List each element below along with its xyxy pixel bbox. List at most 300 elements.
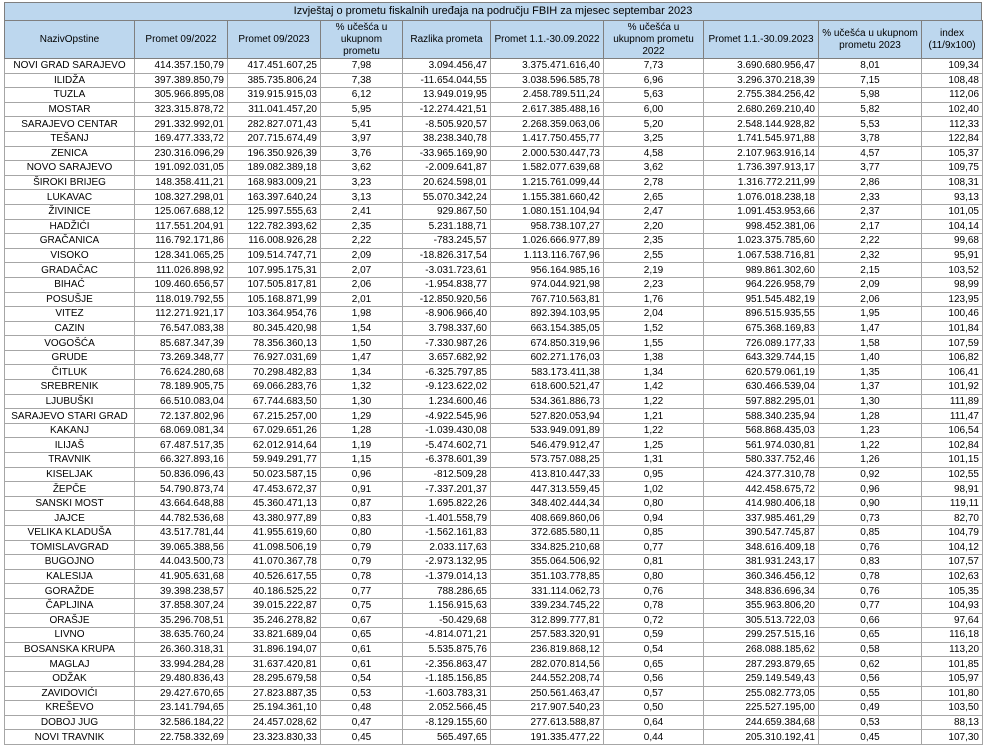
- index-cell: 103,52: [922, 263, 983, 278]
- promet-2022-cell: 68.069.081,34: [135, 423, 228, 438]
- ucesce-2023-cell: 3,78: [819, 131, 922, 146]
- razlika-cell: -12.850.920,56: [403, 292, 491, 307]
- razlika-cell: 929.867,50: [403, 204, 491, 219]
- municipality-cell: KISELJAK: [5, 467, 135, 482]
- ucesce-cell: 0,65: [321, 628, 403, 643]
- promet-ytd-2023-cell: 2.107.963.916,14: [704, 146, 819, 161]
- promet-2023-cell: 80.345.420,98: [228, 321, 321, 336]
- promet-2023-cell: 109.514.747,71: [228, 248, 321, 263]
- ucesce-2022-cell: 2,04: [604, 307, 704, 322]
- ucesce-cell: 3,13: [321, 190, 403, 205]
- promet-2023-cell: 282.827.071,43: [228, 117, 321, 132]
- municipality-cell: GORAŽDE: [5, 584, 135, 599]
- promet-2022-cell: 169.477.333,72: [135, 131, 228, 146]
- ucesce-cell: 0,79: [321, 555, 403, 570]
- municipality-cell: NOVO SARAJEVO: [5, 161, 135, 176]
- report-sheet: [4, 2, 982, 745]
- municipality-cell: NOVI GRAD SARAJEVO: [5, 59, 135, 74]
- table-row: [5, 730, 983, 745]
- municipality-cell: KREŠEVO: [5, 701, 135, 716]
- ucesce-2023-cell: 0,66: [819, 613, 922, 628]
- razlika-cell: -9.123.622,02: [403, 380, 491, 395]
- ucesce-2022-cell: 1,22: [604, 394, 704, 409]
- razlika-cell: -2.009.641,87: [403, 161, 491, 176]
- ucesce-cell: 1,15: [321, 453, 403, 468]
- ucesce-cell: 0,79: [321, 540, 403, 555]
- ucesce-2022-cell: 6,00: [604, 102, 704, 117]
- index-cell: 108,48: [922, 73, 983, 88]
- promet-ytd-2023-cell: 1.091.453.953,66: [704, 204, 819, 219]
- razlika-cell: -12.274.421,51: [403, 102, 491, 117]
- promet-ytd-2022-cell: 217.907.540,23: [491, 701, 604, 716]
- promet-2022-cell: 125.067.688,12: [135, 204, 228, 219]
- header-row: [5, 21, 983, 59]
- promet-2023-cell: 41.098.506,19: [228, 540, 321, 555]
- table-row: [5, 277, 983, 292]
- ucesce-2023-cell: 0,56: [819, 671, 922, 686]
- index-cell: 106,54: [922, 423, 983, 438]
- table-row: [5, 394, 983, 409]
- municipality-cell: ČITLUK: [5, 365, 135, 380]
- ucesce-2023-cell: 0,77: [819, 598, 922, 613]
- ucesce-cell: 1,47: [321, 350, 403, 365]
- ucesce-2022-cell: 1,76: [604, 292, 704, 307]
- razlika-cell: 3.094.456,47: [403, 59, 491, 74]
- promet-ytd-2023-cell: 998.452.381,06: [704, 219, 819, 234]
- municipality-cell: GRAČANICA: [5, 234, 135, 249]
- municipality-cell: ILIJAŠ: [5, 438, 135, 453]
- table-row: [5, 642, 983, 657]
- promet-ytd-2023-cell: 896.515.935,55: [704, 307, 819, 322]
- promet-2022-cell: 148.358.411,21: [135, 175, 228, 190]
- ucesce-cell: 1,34: [321, 365, 403, 380]
- table-row: [5, 73, 983, 88]
- table-row: [5, 569, 983, 584]
- ucesce-cell: 0,91: [321, 482, 403, 497]
- ucesce-cell: 0,83: [321, 511, 403, 526]
- promet-ytd-2022-cell: 974.044.921,98: [491, 277, 604, 292]
- index-cell: 101,15: [922, 453, 983, 468]
- index-cell: 97,64: [922, 613, 983, 628]
- ucesce-2022-cell: 2,78: [604, 175, 704, 190]
- municipality-cell: HADŽIĆI: [5, 219, 135, 234]
- municipality-cell: GRADAČAC: [5, 263, 135, 278]
- promet-ytd-2023-cell: 259.149.549,43: [704, 671, 819, 686]
- index-cell: 106,82: [922, 350, 983, 365]
- promet-2022-cell: 118.019.792,55: [135, 292, 228, 307]
- razlika-cell: 3.798.337,60: [403, 321, 491, 336]
- ucesce-2023-cell: 2,15: [819, 263, 922, 278]
- ucesce-2022-cell: 1,55: [604, 336, 704, 351]
- ucesce-2022-cell: 0,72: [604, 613, 704, 628]
- promet-ytd-2023-cell: 951.545.482,19: [704, 292, 819, 307]
- promet-2023-cell: 67.215.257,00: [228, 409, 321, 424]
- promet-2023-cell: 107.995.175,31: [228, 263, 321, 278]
- ucesce-2022-cell: 1,52: [604, 321, 704, 336]
- promet-ytd-2023-cell: 989.861.302,60: [704, 263, 819, 278]
- index-cell: 106,41: [922, 365, 983, 380]
- table-row: [5, 686, 983, 701]
- index-cell: 88,13: [922, 715, 983, 730]
- promet-2022-cell: 35.296.708,51: [135, 613, 228, 628]
- promet-ytd-2023-cell: 588.340.235,94: [704, 409, 819, 424]
- razlika-cell: -8.505.920,57: [403, 117, 491, 132]
- promet-ytd-2022-cell: 663.154.385,05: [491, 321, 604, 336]
- ucesce-2022-cell: 0,76: [604, 584, 704, 599]
- ucesce-2022-cell: 0,56: [604, 671, 704, 686]
- municipality-cell: ČAPLJINA: [5, 598, 135, 613]
- ucesce-2023-cell: 4,57: [819, 146, 922, 161]
- municipality-cell: JAJCE: [5, 511, 135, 526]
- promet-ytd-2023-cell: 205.310.192,41: [704, 730, 819, 745]
- ucesce-cell: 3,23: [321, 175, 403, 190]
- index-cell: 103,50: [922, 701, 983, 716]
- ucesce-2022-cell: 2,47: [604, 204, 704, 219]
- ucesce-cell: 2,06: [321, 277, 403, 292]
- index-cell: 101,80: [922, 686, 983, 701]
- promet-ytd-2022-cell: 1.215.761.099,44: [491, 175, 604, 190]
- promet-ytd-2022-cell: 191.335.477,22: [491, 730, 604, 745]
- razlika-cell: 788.286,65: [403, 584, 491, 599]
- index-cell: 105,35: [922, 584, 983, 599]
- index-cell: 113,20: [922, 642, 983, 657]
- promet-2022-cell: 73.269.348,77: [135, 350, 228, 365]
- promet-2023-cell: 50.023.587,15: [228, 467, 321, 482]
- col-header-razlika: Razlika prometa: [403, 21, 491, 59]
- index-cell: 105,37: [922, 146, 983, 161]
- razlika-cell: -812.509,28: [403, 467, 491, 482]
- ucesce-2023-cell: 2,17: [819, 219, 922, 234]
- ucesce-cell: 0,80: [321, 526, 403, 541]
- municipality-cell: TRAVNIK: [5, 453, 135, 468]
- promet-ytd-2022-cell: 3.375.471.616,40: [491, 59, 604, 74]
- promet-2022-cell: 85.687.347,39: [135, 336, 228, 351]
- promet-ytd-2022-cell: 618.600.521,47: [491, 380, 604, 395]
- table-row: [5, 380, 983, 395]
- promet-ytd-2023-cell: 348.836.696,34: [704, 584, 819, 599]
- index-cell: 101,92: [922, 380, 983, 395]
- table-row: [5, 88, 983, 103]
- municipality-cell: TOMISLAVGRAD: [5, 540, 135, 555]
- municipality-cell: MAGLAJ: [5, 657, 135, 672]
- table-row: [5, 219, 983, 234]
- promet-ytd-2022-cell: 583.173.411,38: [491, 365, 604, 380]
- ucesce-2023-cell: 5,53: [819, 117, 922, 132]
- razlika-cell: -1.562.161,83: [403, 526, 491, 541]
- promet-ytd-2023-cell: 2.755.384.256,42: [704, 88, 819, 103]
- ucesce-2022-cell: 0,81: [604, 555, 704, 570]
- razlika-cell: 20.624.598,01: [403, 175, 491, 190]
- promet-ytd-2023-cell: 630.466.539,04: [704, 380, 819, 395]
- table-row: [5, 131, 983, 146]
- municipality-cell: ILIDŽA: [5, 73, 135, 88]
- table-row: [5, 453, 983, 468]
- promet-2022-cell: 43.517.781,44: [135, 526, 228, 541]
- promet-2023-cell: 28.295.679,58: [228, 671, 321, 686]
- index-cell: 95,91: [922, 248, 983, 263]
- ucesce-cell: 0,75: [321, 598, 403, 613]
- ucesce-2022-cell: 1,21: [604, 409, 704, 424]
- ucesce-2022-cell: 0,85: [604, 526, 704, 541]
- promet-ytd-2023-cell: 244.659.384,68: [704, 715, 819, 730]
- promet-2023-cell: 41.070.367,78: [228, 555, 321, 570]
- ucesce-cell: 0,78: [321, 569, 403, 584]
- ucesce-2023-cell: 0,90: [819, 496, 922, 511]
- index-cell: 112,33: [922, 117, 983, 132]
- ucesce-cell: 3,76: [321, 146, 403, 161]
- col-header-naziv-opstine: NazivOpstine: [5, 21, 135, 59]
- promet-2022-cell: 33.994.284,28: [135, 657, 228, 672]
- razlika-cell: 565.497,65: [403, 730, 491, 745]
- ucesce-cell: 1,32: [321, 380, 403, 395]
- promet-2022-cell: 54.790.873,74: [135, 482, 228, 497]
- table-row: [5, 671, 983, 686]
- municipality-cell: BOSANSKA KRUPA: [5, 642, 135, 657]
- promet-2023-cell: 103.364.954,76: [228, 307, 321, 322]
- promet-2023-cell: 24.457.028,62: [228, 715, 321, 730]
- promet-2022-cell: 128.341.065,25: [135, 248, 228, 263]
- razlika-cell: -1.401.558,79: [403, 511, 491, 526]
- index-cell: 109,34: [922, 59, 983, 74]
- table-row: [5, 409, 983, 424]
- promet-ytd-2022-cell: 533.949.091,89: [491, 423, 604, 438]
- promet-ytd-2022-cell: 767.710.563,81: [491, 292, 604, 307]
- ucesce-cell: 0,53: [321, 686, 403, 701]
- municipality-cell: CAZIN: [5, 321, 135, 336]
- promet-2022-cell: 26.360.318,31: [135, 642, 228, 657]
- ucesce-2023-cell: 0,49: [819, 701, 922, 716]
- promet-ytd-2023-cell: 299.257.515,16: [704, 628, 819, 643]
- promet-2023-cell: 69.066.283,76: [228, 380, 321, 395]
- ucesce-cell: 2,09: [321, 248, 403, 263]
- promet-ytd-2022-cell: 1.582.077.639,68: [491, 161, 604, 176]
- report-table: [4, 20, 983, 745]
- razlika-cell: 13.949.019,95: [403, 88, 491, 103]
- ucesce-2022-cell: 2,20: [604, 219, 704, 234]
- promet-2023-cell: 31.637.420,81: [228, 657, 321, 672]
- col-header-ucesce-2022: % učešća u ukupnom prometu 2022: [604, 21, 704, 59]
- promet-ytd-2022-cell: 355.064.506,92: [491, 555, 604, 570]
- promet-ytd-2023-cell: 1.067.538.716,81: [704, 248, 819, 263]
- index-cell: 100,46: [922, 307, 983, 322]
- promet-ytd-2022-cell: 277.613.588,87: [491, 715, 604, 730]
- municipality-cell: DOBOJ JUG: [5, 715, 135, 730]
- municipality-cell: POSUŠJE: [5, 292, 135, 307]
- promet-2023-cell: 59.949.291,77: [228, 453, 321, 468]
- municipality-cell: BUGOJNO: [5, 555, 135, 570]
- promet-ytd-2023-cell: 675.368.169,83: [704, 321, 819, 336]
- ucesce-2023-cell: 2,37: [819, 204, 922, 219]
- ucesce-cell: 3,62: [321, 161, 403, 176]
- ucesce-2022-cell: 2,65: [604, 190, 704, 205]
- table-row: [5, 175, 983, 190]
- promet-ytd-2022-cell: 312.899.777,81: [491, 613, 604, 628]
- ucesce-2023-cell: 2,33: [819, 190, 922, 205]
- ucesce-cell: 3,97: [321, 131, 403, 146]
- promet-ytd-2022-cell: 351.103.778,85: [491, 569, 604, 584]
- ucesce-cell: 5,95: [321, 102, 403, 117]
- promet-ytd-2022-cell: 573.757.088,25: [491, 453, 604, 468]
- ucesce-2022-cell: 1,38: [604, 350, 704, 365]
- ucesce-2022-cell: 1,22: [604, 423, 704, 438]
- razlika-cell: -4.814.071,21: [403, 628, 491, 643]
- col-header-promet-2022: Promet 09/2022: [135, 21, 228, 59]
- promet-ytd-2023-cell: 287.293.879,65: [704, 657, 819, 672]
- razlika-cell: 1.156.915,63: [403, 598, 491, 613]
- promet-ytd-2022-cell: 602.271.176,03: [491, 350, 604, 365]
- municipality-cell: ORAŠJE: [5, 613, 135, 628]
- promet-2022-cell: 39.065.388,56: [135, 540, 228, 555]
- promet-2022-cell: 76.624.280,68: [135, 365, 228, 380]
- ucesce-2023-cell: 7,15: [819, 73, 922, 88]
- promet-ytd-2022-cell: 958.738.107,27: [491, 219, 604, 234]
- ucesce-cell: 1,54: [321, 321, 403, 336]
- razlika-cell: 1.695.822,26: [403, 496, 491, 511]
- table-row: [5, 715, 983, 730]
- municipality-cell: GRUDE: [5, 350, 135, 365]
- ucesce-2022-cell: 1,34: [604, 365, 704, 380]
- index-cell: 104,79: [922, 526, 983, 541]
- index-cell: 119,11: [922, 496, 983, 511]
- ucesce-2023-cell: 1,95: [819, 307, 922, 322]
- municipality-cell: ZENICA: [5, 146, 135, 161]
- promet-ytd-2022-cell: 1.417.750.455,77: [491, 131, 604, 146]
- promet-2022-cell: 44.782.536,68: [135, 511, 228, 526]
- table-row: [5, 321, 983, 336]
- promet-2023-cell: 40.186.525,22: [228, 584, 321, 599]
- ucesce-2023-cell: 1,26: [819, 453, 922, 468]
- promet-2022-cell: 78.189.905,75: [135, 380, 228, 395]
- index-cell: 99,68: [922, 234, 983, 249]
- promet-2023-cell: 311.041.457,20: [228, 102, 321, 117]
- promet-ytd-2023-cell: 1.741.545.971,88: [704, 131, 819, 146]
- municipality-cell: ZAVIDOVIĆI: [5, 686, 135, 701]
- promet-2023-cell: 417.451.607,25: [228, 59, 321, 74]
- municipality-cell: SARAJEVO STARI GRAD: [5, 409, 135, 424]
- index-cell: 122,84: [922, 131, 983, 146]
- promet-ytd-2023-cell: 424.377.310,78: [704, 467, 819, 482]
- promet-ytd-2022-cell: 546.479.912,47: [491, 438, 604, 453]
- promet-2023-cell: 385.735.806,24: [228, 73, 321, 88]
- ucesce-2022-cell: 0,59: [604, 628, 704, 643]
- ucesce-2023-cell: 0,96: [819, 482, 922, 497]
- promet-2023-cell: 163.397.640,24: [228, 190, 321, 205]
- promet-2022-cell: 37.858.307,24: [135, 598, 228, 613]
- ucesce-2022-cell: 0,57: [604, 686, 704, 701]
- ucesce-2022-cell: 5,63: [604, 88, 704, 103]
- municipality-cell: VOGOŠĆA: [5, 336, 135, 351]
- promet-ytd-2022-cell: 408.669.860,06: [491, 511, 604, 526]
- ucesce-2023-cell: 1,47: [819, 321, 922, 336]
- promet-2023-cell: 62.012.914,64: [228, 438, 321, 453]
- table-row: [5, 190, 983, 205]
- promet-2022-cell: 291.332.992,01: [135, 117, 228, 132]
- razlika-cell: -1.185.156,85: [403, 671, 491, 686]
- ucesce-2022-cell: 0,80: [604, 569, 704, 584]
- ucesce-cell: 7,98: [321, 59, 403, 74]
- table-row: [5, 613, 983, 628]
- ucesce-cell: 2,22: [321, 234, 403, 249]
- ucesce-2022-cell: 0,50: [604, 701, 704, 716]
- promet-2023-cell: 78.356.360,13: [228, 336, 321, 351]
- promet-ytd-2022-cell: 2.458.789.511,24: [491, 88, 604, 103]
- index-cell: 102,84: [922, 438, 983, 453]
- promet-2023-cell: 116.008.926,28: [228, 234, 321, 249]
- ucesce-2023-cell: 0,85: [819, 526, 922, 541]
- promet-ytd-2023-cell: 381.931.243,17: [704, 555, 819, 570]
- table-row: [5, 657, 983, 672]
- municipality-cell: LIVNO: [5, 628, 135, 643]
- municipality-cell: SANSKI MOST: [5, 496, 135, 511]
- promet-ytd-2023-cell: 1.736.397.913,17: [704, 161, 819, 176]
- index-cell: 111,47: [922, 409, 983, 424]
- promet-2022-cell: 109.460.656,57: [135, 277, 228, 292]
- promet-2023-cell: 67.029.651,26: [228, 423, 321, 438]
- ucesce-cell: 2,35: [321, 219, 403, 234]
- promet-2022-cell: 66.327.893,16: [135, 453, 228, 468]
- promet-ytd-2022-cell: 674.850.319,96: [491, 336, 604, 351]
- promet-2023-cell: 23.323.830,33: [228, 730, 321, 745]
- promet-ytd-2022-cell: 956.164.985,16: [491, 263, 604, 278]
- ucesce-cell: 2,01: [321, 292, 403, 307]
- ucesce-2023-cell: 2,09: [819, 277, 922, 292]
- razlika-cell: -7.330.987,26: [403, 336, 491, 351]
- index-cell: 101,85: [922, 657, 983, 672]
- ucesce-2022-cell: 0,44: [604, 730, 704, 745]
- promet-ytd-2022-cell: 2.617.385.488,16: [491, 102, 604, 117]
- promet-2022-cell: 111.026.898,92: [135, 263, 228, 278]
- municipality-cell: TUZLA: [5, 88, 135, 103]
- promet-ytd-2023-cell: 360.346.456,12: [704, 569, 819, 584]
- ucesce-2023-cell: 1,40: [819, 350, 922, 365]
- ucesce-cell: 1,50: [321, 336, 403, 351]
- razlika-cell: 3.657.682,92: [403, 350, 491, 365]
- promet-2023-cell: 125.997.555,63: [228, 204, 321, 219]
- promet-2022-cell: 117.551.204,91: [135, 219, 228, 234]
- promet-ytd-2023-cell: 442.458.675,72: [704, 482, 819, 497]
- municipality-cell: KALESIJA: [5, 569, 135, 584]
- ucesce-cell: 0,67: [321, 613, 403, 628]
- ucesce-2022-cell: 2,35: [604, 234, 704, 249]
- promet-2023-cell: 76.927.031,69: [228, 350, 321, 365]
- promet-2023-cell: 35.246.278,82: [228, 613, 321, 628]
- promet-2023-cell: 45.360.471,13: [228, 496, 321, 511]
- table-row: [5, 496, 983, 511]
- razlika-cell: -6.325.797,85: [403, 365, 491, 380]
- municipality-cell: TEŠANJ: [5, 131, 135, 146]
- promet-2023-cell: 105.168.871,99: [228, 292, 321, 307]
- promet-ytd-2022-cell: 1.155.381.660,42: [491, 190, 604, 205]
- municipality-cell: VISOKO: [5, 248, 135, 263]
- ucesce-2023-cell: 3,77: [819, 161, 922, 176]
- razlika-cell: 5.231.188,71: [403, 219, 491, 234]
- table-row: [5, 423, 983, 438]
- municipality-cell: ŠIROKI BRIJEG: [5, 175, 135, 190]
- report-title: Izvještaj o prometu fiskalnih uređaja na području FBIH za mjesec septembar 2023: [4, 2, 982, 20]
- promet-ytd-2023-cell: 1.076.018.238,18: [704, 190, 819, 205]
- promet-ytd-2022-cell: 413.810.447,33: [491, 467, 604, 482]
- promet-2023-cell: 196.350.926,39: [228, 146, 321, 161]
- promet-2022-cell: 44.043.500,73: [135, 555, 228, 570]
- razlika-cell: -3.031.723,61: [403, 263, 491, 278]
- promet-2022-cell: 23.141.794,65: [135, 701, 228, 716]
- ucesce-cell: 1,98: [321, 307, 403, 322]
- promet-2022-cell: 66.510.083,04: [135, 394, 228, 409]
- promet-ytd-2023-cell: 337.985.461,29: [704, 511, 819, 526]
- promet-2022-cell: 116.792.171,86: [135, 234, 228, 249]
- ucesce-cell: 5,41: [321, 117, 403, 132]
- promet-2023-cell: 33.821.689,04: [228, 628, 321, 643]
